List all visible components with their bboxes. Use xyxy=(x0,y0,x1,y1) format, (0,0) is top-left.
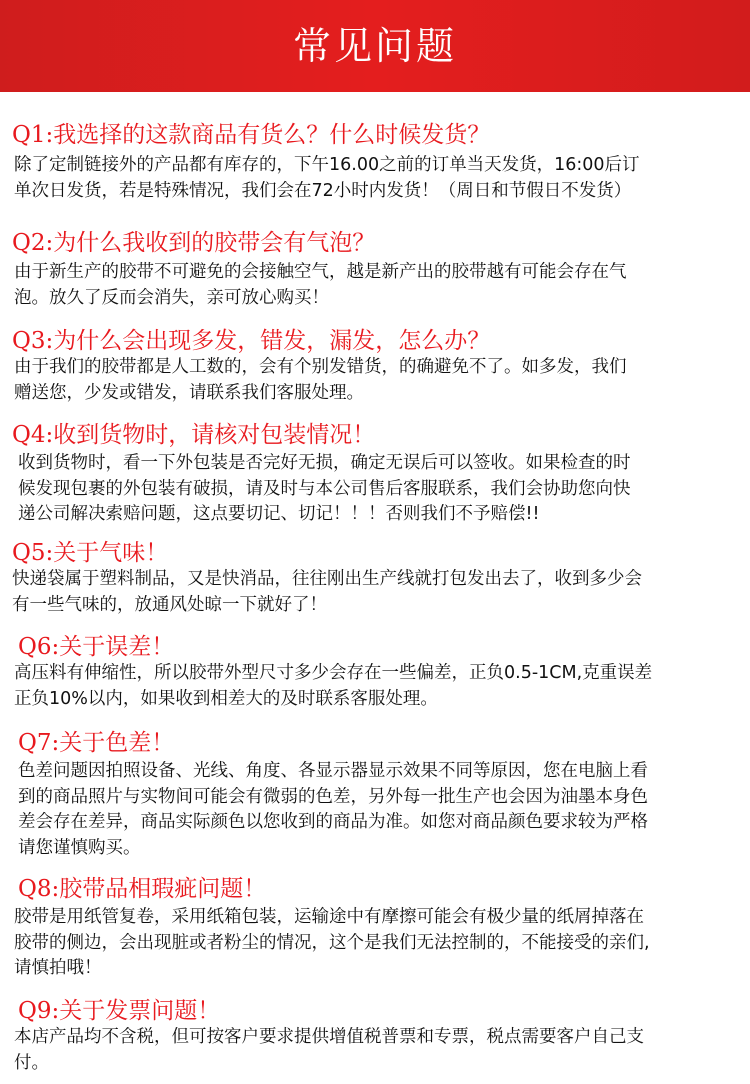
faq-answer-line: 请您谨慎购买。 xyxy=(18,837,141,858)
faq-answer-line: 差会存在差异，商品实际颜色以您收到的商品为准。如您对商品颜色要求较为严格 xyxy=(18,812,648,832)
faq-answer xyxy=(14,153,640,204)
faq-answer-line: 付。 xyxy=(14,1052,49,1073)
faq-answer-line: 由于我们的胶带都是人工数的，会有个别发错货，的确避免不了。如多发，我们 xyxy=(14,357,627,377)
faq-answer-line: 色差问题因拍照设备、光线、角度、各显示器显示效果不同等原因，您在电脑上看 xyxy=(18,761,648,781)
faq-answer-line: 单次日发货，若是特殊情况，我们会在72小时内发货！（周日和节假日不发货） xyxy=(14,180,632,201)
faq-answer-line: 胶带的侧边，会出现脏或者粉尘的情况，这个是我们无法控制的，不能接受的亲们, xyxy=(14,932,650,953)
faq-question: Q8:胶带品相瑕疵问题！ xyxy=(18,876,267,902)
faq-question: Q7:关于色差！ xyxy=(18,730,175,756)
faq-answer xyxy=(14,260,627,311)
faq-answer xyxy=(14,905,650,982)
faq-answer-line: 到的商品照片与实物间可能会有微弱的色差，另外每一批生产也会因为油墨本身色 xyxy=(18,786,648,807)
faq-question: Q5:关于气味！ xyxy=(12,540,169,566)
faq-question: Q9:关于发票问题！ xyxy=(18,998,221,1024)
faq-answer xyxy=(14,355,627,406)
faq-answer-line: 胶带是用纸管复卷，采用纸箱包装，运输途中有摩擦可能会有极少量的纸屑掉落在 xyxy=(14,907,644,927)
faq-answer-line: 正负10%以内，如果收到相差大的及时联系客服处理。 xyxy=(14,688,438,709)
faq-answer-line: 递公司解决索赔问题，这点要切记、切记！！！否则我们不予赔偿!! xyxy=(18,504,540,524)
faq-answer xyxy=(14,1025,644,1076)
faq-question: Q2:为什么我收到的胶带会有气泡？ xyxy=(12,230,376,256)
faq-answer-line: 本店产品均不含税，但可按客户要求提供增值税普票和专票，税点需要客户自己支 xyxy=(14,1027,644,1047)
faq-question: Q1:我选择的这款商品有货么？什么时候发货？ xyxy=(12,122,491,148)
faq-question: Q4:收到货物时，请核对包装情况！ xyxy=(12,422,376,448)
faq-answer xyxy=(14,661,652,712)
faq-answer-line: 除了定制链接外的产品都有库存的，下午16.00之前的订单当天发货，16:00后订 xyxy=(14,155,640,175)
faq-answer xyxy=(12,567,642,618)
faq-question: Q3:为什么会出现多发，错发，漏发，怎么办？ xyxy=(12,328,491,354)
faq-answer-line: 高压料有伸缩性，所以胶带外型尺寸多少会存在一些偏差，正负0.5-1CM,克重误差 xyxy=(14,663,653,683)
faq-answer-line: 泡。放久了反而会消失，亲可放心购买！ xyxy=(14,287,329,308)
faq-answer xyxy=(18,451,631,528)
faq-answer-line: 由于新生产的胶带不可避免的会接触空气，越是新产出的胶带越有可能会存在气 xyxy=(14,262,627,282)
faq-question: Q6:关于误差！ xyxy=(18,634,175,660)
faq-answer-line: 赠送您，少发或错发，请联系我们客服处理。 xyxy=(14,382,364,403)
faq-answer-line: 收到货物时，看一下外包装是否完好无损，确定无误后可以签收。如果检查的时 xyxy=(18,453,631,473)
faq-answer-line: 有一些气味的，放通风处晾一下就好了！ xyxy=(12,594,327,615)
faq-answer-line: 快递袋属于塑料制品，又是快消品，往往刚出生产线就打包发出去了，收到多少会 xyxy=(12,569,642,589)
faq-answer xyxy=(18,759,648,861)
faq-answer-line: 候发现包裹的外包装有破损，请及时与本公司售后客服联系，我们会协助您向快 xyxy=(18,478,631,499)
header-banner xyxy=(0,0,750,92)
faq-answer-line: 请慎拍哦！ xyxy=(14,958,102,978)
page-title: 常见问题 xyxy=(292,24,457,68)
